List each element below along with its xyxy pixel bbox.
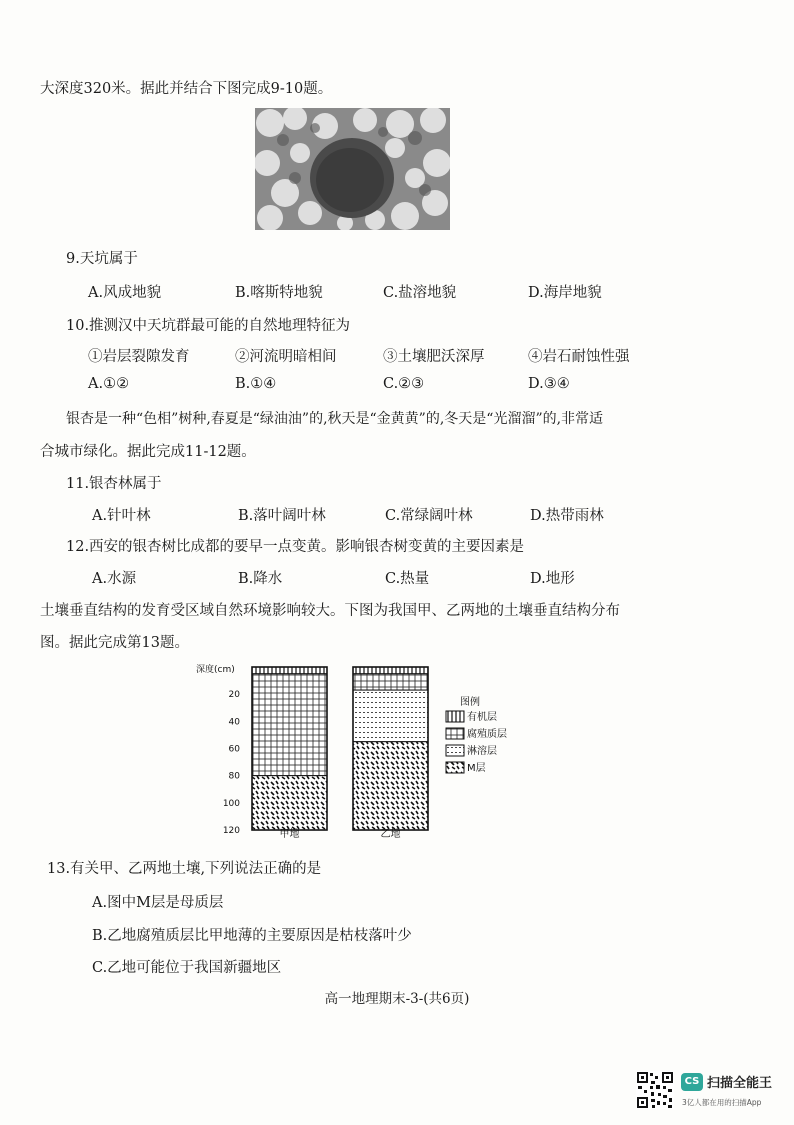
soil-layer-m (252, 776, 327, 830)
q10-option-a: A.①② (88, 376, 130, 392)
q10-statement-3: ③土壤肥沃深厚 (383, 349, 485, 365)
y-tick-label: 100 (222, 798, 240, 809)
ginkgo-intro-line1: 银杏是一种“色相”树种,春夏是“绿油油”的,秋天是“金黄黄”的,冬天是“光溜溜”的,非常适 (66, 411, 604, 427)
soil-layer-m (353, 742, 428, 830)
q11-option-c: C.常绿阔叶林 (385, 508, 473, 524)
q10-option-c: C.②③ (383, 376, 425, 392)
y-tick-label: 60 (228, 744, 240, 755)
legend-title: 图例 (460, 697, 480, 708)
q10-statement-2: ②河流明暗相间 (235, 349, 337, 365)
column-label: 甲地 (279, 829, 300, 840)
q10-statement-1: ①岩层裂隙发育 (88, 349, 190, 365)
q12-option-b: B.降水 (238, 571, 283, 587)
q10-statement-4: ④岩石耐蚀性强 (528, 349, 630, 365)
page-footer: 高一地理期末-3-(共6页) (324, 991, 470, 1007)
q9-option-b: B.喀斯特地貌 (235, 285, 323, 301)
legend-swatch-organic (446, 711, 464, 722)
q11-option-a: A.针叶林 (92, 508, 151, 524)
q10-option-b: B.①④ (235, 376, 277, 392)
legend-label: 有机层 (467, 712, 497, 723)
q13-stem: 13.有关甲、乙两地土壤,下列说法正确的是 (47, 861, 322, 877)
q11-option-b: B.落叶阔叶林 (238, 508, 326, 524)
q9-option-d: D.海岸地貌 (528, 285, 602, 301)
q9-option-c: C.盐溶地貌 (383, 285, 457, 301)
intro-text: 大深度320米。据此并结合下图完成9-10题。 (40, 81, 333, 97)
soil-profile-chart (190, 660, 530, 840)
legend-swatch-humus (446, 728, 464, 739)
soil-layer-humus (353, 674, 428, 690)
ginkgo-intro-line2: 合城市绿化。据此完成11-12题。 (40, 444, 256, 460)
legend-swatch-m (446, 762, 464, 773)
soil-intro-line1: 土壤垂直结构的发育受区域自然环境影响较大。下图为我国甲、乙两地的土壤垂直结构分布 (40, 603, 620, 619)
q10-stem: 10.推测汉中天坑群最可能的自然地理特征为 (66, 318, 351, 334)
q13-option-a: A.图中M层是母质层 (92, 895, 224, 911)
y-tick-label: 20 (228, 690, 240, 701)
q13-option-b: B.乙地腐殖质层比甲地薄的主要原因是枯枝落叶少 (92, 928, 412, 944)
legend-label: M层 (467, 763, 486, 774)
q13-option-c: C.乙地可能位于我国新疆地区 (92, 960, 282, 976)
camscanner-logo-icon: CS (681, 1073, 703, 1091)
q11-option-d: D.热带雨林 (530, 508, 604, 524)
q10-option-d: D.③④ (528, 376, 570, 392)
q9-option-a: A.风成地貌 (88, 285, 162, 301)
soil-layer-organic (353, 667, 428, 674)
legend-swatch-eluvial (446, 745, 464, 756)
sinkhole-photo (255, 108, 450, 230)
q9-stem: 9.天坑属于 (66, 251, 138, 267)
q12-stem: 12.西安的银杏树比成都的要早一点变黄。影响银杏树变黄的主要因素是 (66, 539, 525, 555)
legend-label: 腐殖质层 (467, 729, 507, 740)
y-tick-label: 120 (222, 826, 240, 836)
soil-layer-organic (252, 667, 327, 674)
soil-layer-humus (252, 674, 327, 776)
q11-stem: 11.银杏林属于 (66, 476, 162, 492)
qr-code-icon (636, 1071, 674, 1109)
column-label: 乙地 (380, 829, 401, 840)
soil-intro-line2: 图。据此完成第13题。 (40, 635, 189, 651)
scanner-tagline: 3亿人都在用的扫描App (682, 1098, 762, 1107)
y-tick-label: 80 (228, 771, 240, 782)
scanner-brand-name: 扫描全能王 (707, 1076, 773, 1091)
chart-ylabel: 深度(cm) (196, 665, 235, 675)
q12-option-c: C.热量 (385, 571, 430, 587)
q12-option-d: D.地形 (530, 571, 575, 587)
y-tick-label: 40 (228, 717, 240, 728)
legend-label: 淋溶层 (467, 746, 497, 757)
q12-option-a: A.水源 (92, 571, 137, 587)
soil-layer-eluvial (353, 690, 428, 742)
